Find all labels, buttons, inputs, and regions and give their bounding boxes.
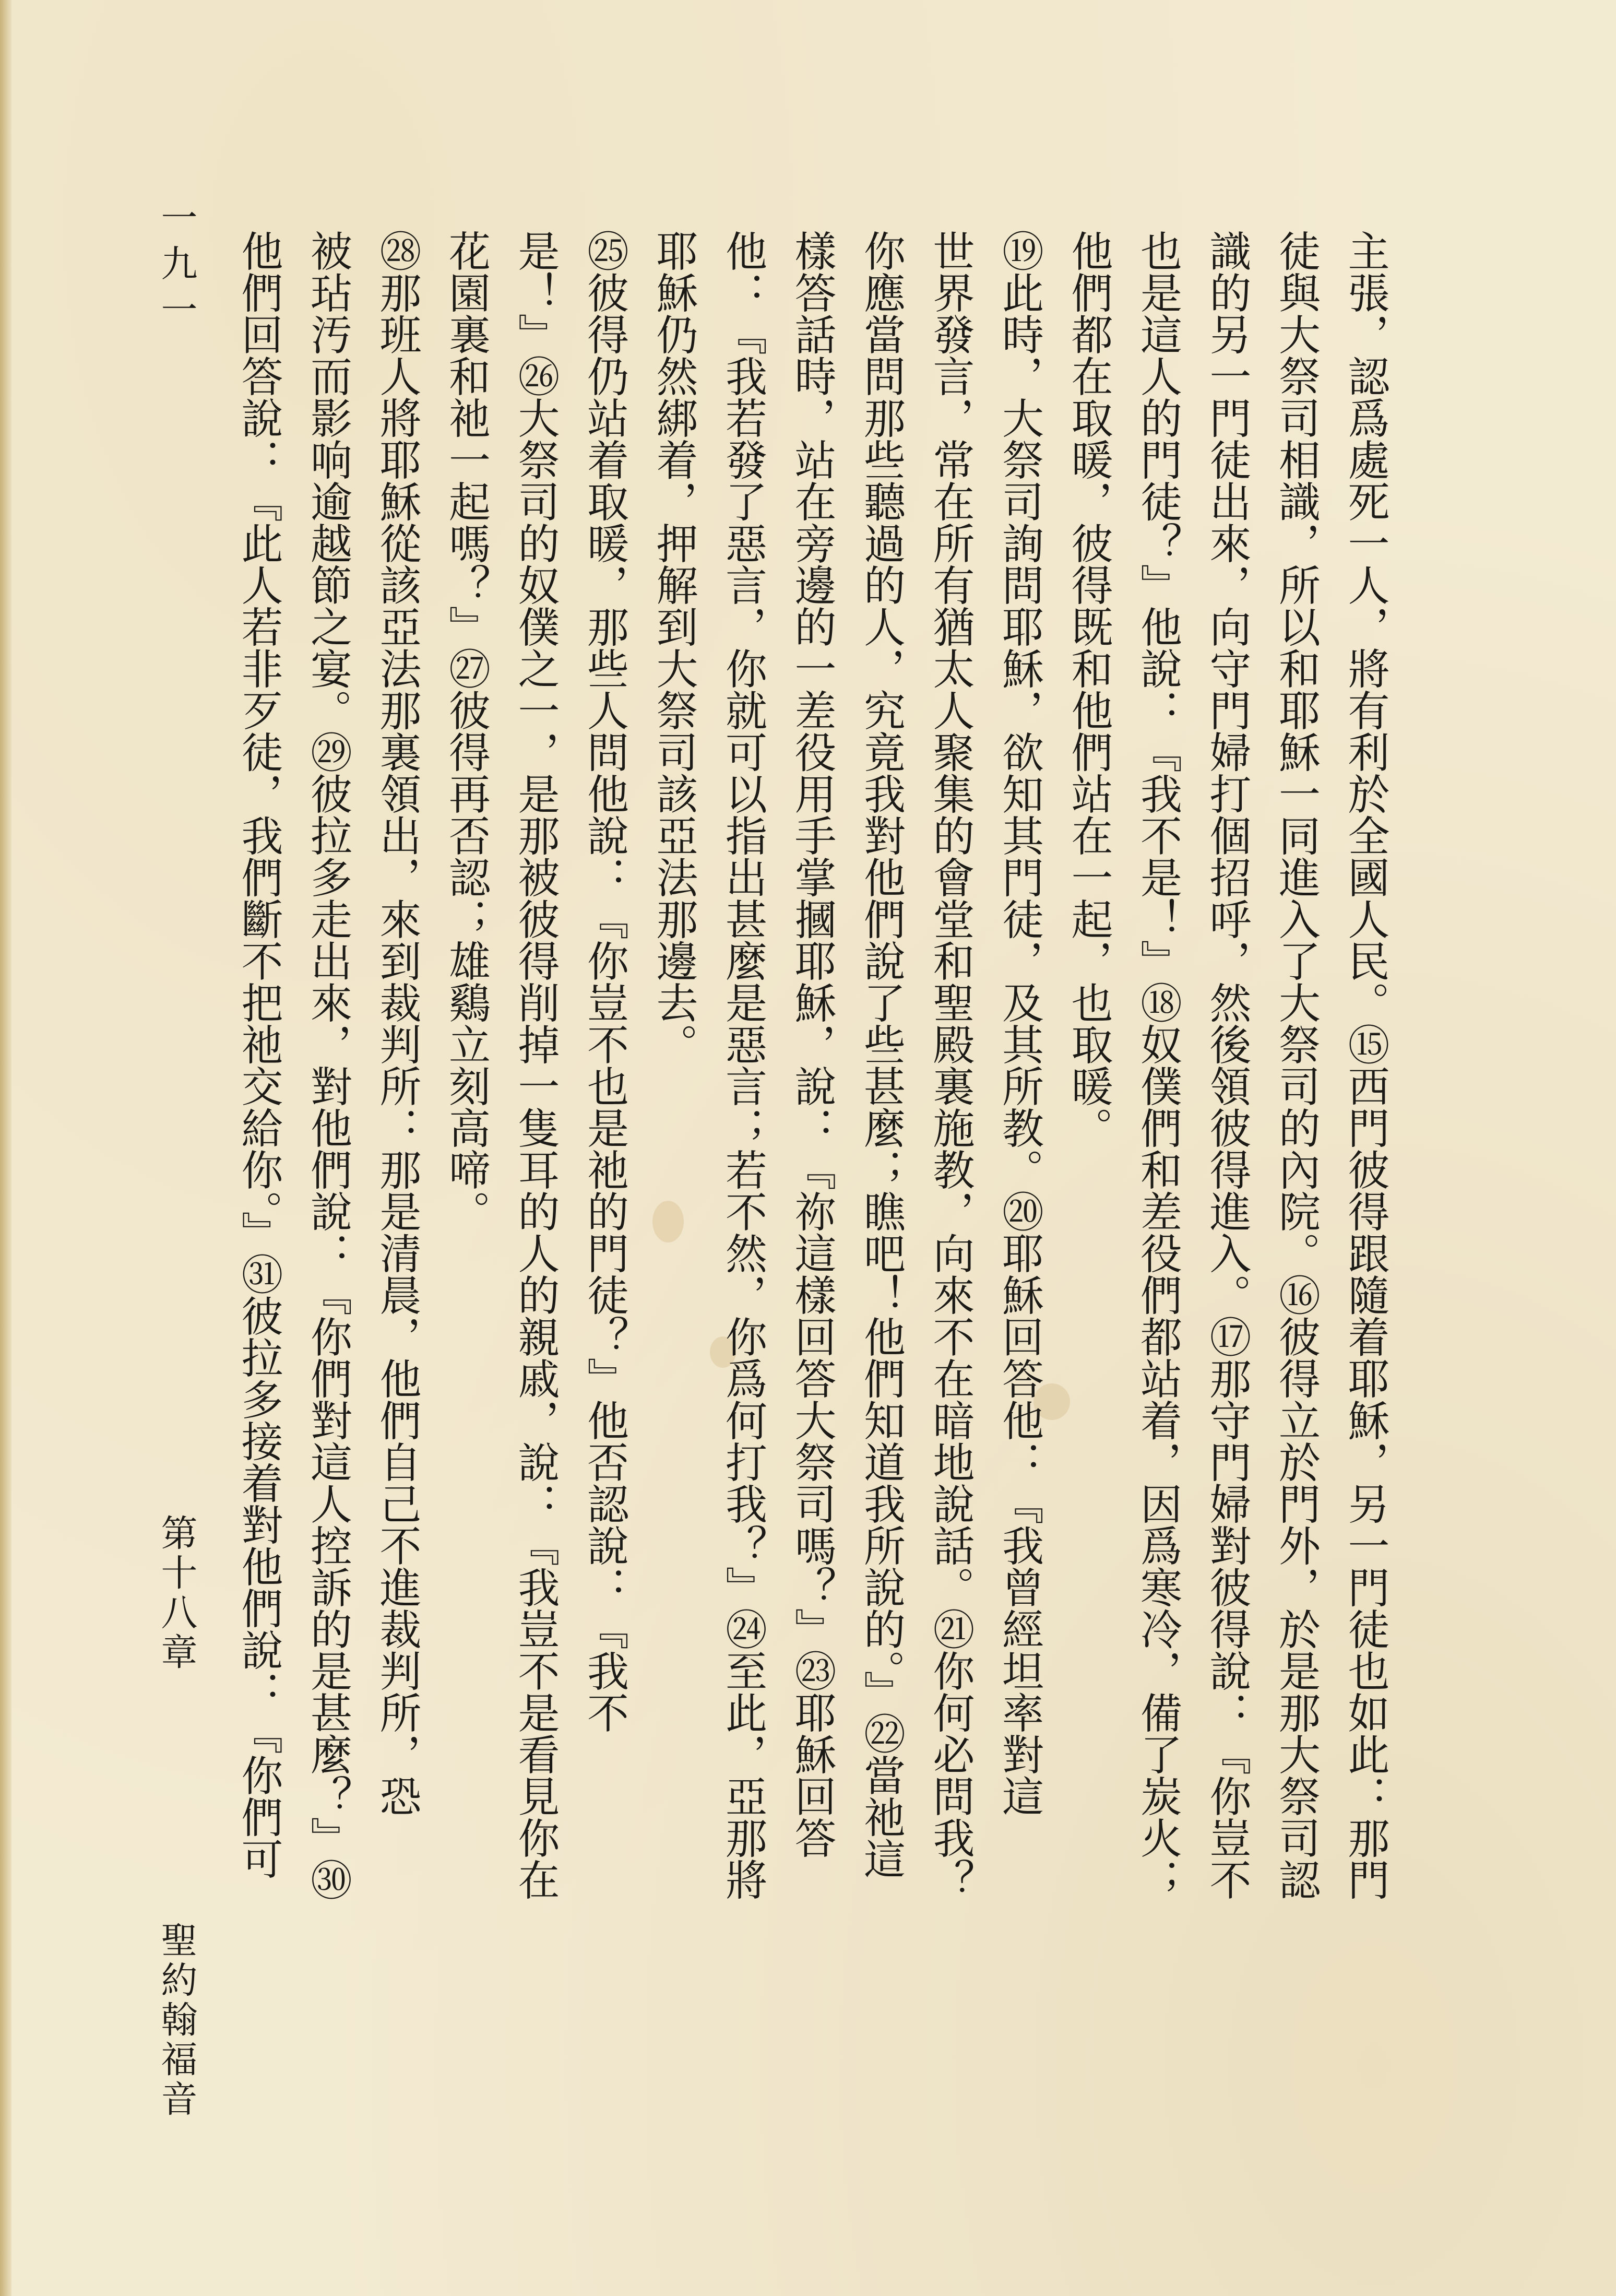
text-column: 他們都在取暖，彼得既和他們站在一起，也取暖。: [1064, 230, 1113, 1149]
text-column: ㉘那班人將耶穌從該亞法那裏領出，來到裁判所：那是清晨，他們自己不進裁判所，恐: [373, 230, 421, 1817]
text-column: 花園裏和祂一起嗎？』㉗彼得再否認；雄鷄立刻高啼。: [442, 230, 491, 1232]
text-column: 主張，認爲處死一人，將有利於全國人民。⑮西門彼得跟隨着耶穌，另一門徒也如此：那門: [1341, 230, 1389, 1900]
text-column: 他們回答說：『此人若非歹徒，我們斷不把祂交給你。』㉛彼拉多接着對他們說：『你們可: [234, 230, 283, 1879]
text-column: ⑲此時，大祭司詢問耶穌，欲知其門徒，及其所教。⑳耶穌回答他：『我曾經坦率對這: [995, 230, 1044, 1817]
chapter-heading: 第十八章: [155, 1514, 198, 1673]
text-column: 被玷汚而影响逾越節之宴。㉙彼拉多走出來，對他們說：『你們對這人控訴的是甚麼？』㉚: [303, 230, 352, 1900]
book-title: 聖約翰福音: [155, 1921, 198, 2120]
vertical-text-body: [234, 230, 1389, 2161]
text-column: 徒與大祭司相識，所以和耶穌一同進入了大祭司的內院。⑯彼得立於門外，於是那大祭司認: [1272, 230, 1321, 1900]
text-column: 識的另一門徒出來，向守門婦打個招呼，然後領彼得進入。⑰那守門婦對彼得說：『你豈不: [1203, 230, 1251, 1900]
page-number: 一九一: [155, 198, 198, 336]
text-column: 是！』㉖大祭司的奴僕之一，是那被彼得削掉一隻耳的人的親戚，說：『我豈不是看見你在: [511, 230, 560, 1900]
text-column: 你應當問那些聽過的人，究竟我對他們說了些甚麼；瞧吧！他們知道我所說的。』㉒當祂這: [857, 230, 906, 1879]
text-column: 他：『我若發了惡言，你就可以指出甚麼是惡言；若不然，你爲何打我？』㉔至此，亞那將: [718, 230, 767, 1900]
text-column: 耶穌仍然綁着，押解到大祭司該亞法那邊去。: [649, 230, 698, 1065]
text-column: 也是這人的門徒？』他說：『我不是！』⑱奴僕們和差役們都站着，因爲寒冷，備了炭火；: [1133, 230, 1182, 1900]
page-binding-edge: [0, 0, 11, 2296]
text-column: ㉕彼得仍站着取暖，那些人問他說：『你豈不也是祂的門徒？』他否認說：『我不: [580, 230, 629, 1733]
text-column: 世界發言，常在所有猶太人聚集的會堂和聖殿裏施教，向來不在暗地說話。㉑你何必問我？: [926, 230, 975, 1900]
text-column: 樣答話時，站在旁邊的一差役用手掌摑耶穌，說：『祢這樣回答大祭司嗎？』㉓耶穌回答: [788, 230, 836, 1859]
